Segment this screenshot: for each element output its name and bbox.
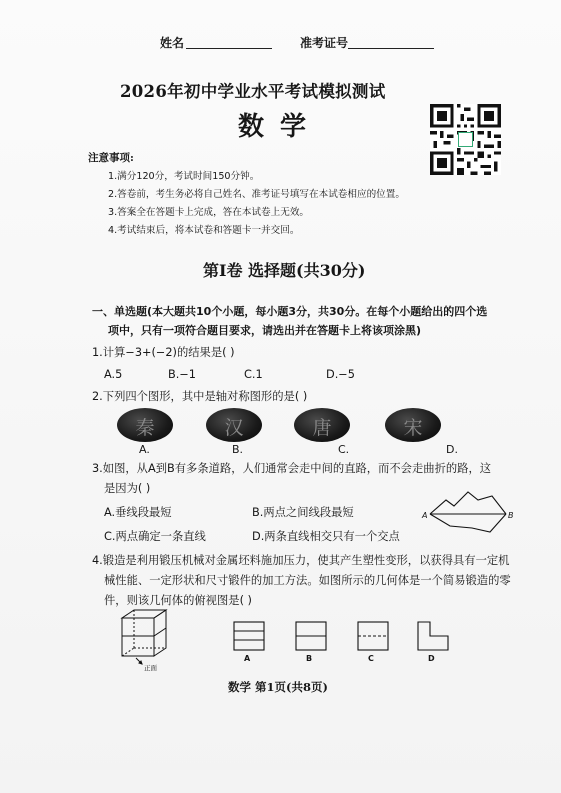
name-label: 姓名 (160, 36, 185, 50)
seal-character: 宋 (403, 417, 423, 439)
exam-id-blank (348, 48, 434, 49)
subject-title: 数学 (238, 112, 323, 142)
front-view-label: 正面 (144, 664, 157, 672)
notes-heading: 注意事项: (88, 152, 134, 164)
section-title: 第Ⅰ卷 选择题(共30分) (203, 261, 366, 280)
seal-qin (117, 408, 173, 442)
point-a-label: A (422, 511, 428, 520)
q1-option-b: B.−1 (168, 368, 196, 381)
q2-label-c: C. (338, 443, 350, 456)
q4-label-b: B (306, 654, 313, 663)
seal-han (206, 408, 262, 442)
q1-option-a: A.5 (104, 368, 123, 381)
question-4-line1: 4.锻造是利用锻压机械对金属坯料施加压力，使其产生塑性变形，以获得具有一定机 (92, 554, 510, 567)
seal-character: 汉 (224, 417, 244, 439)
note-item: 4.考试结束后，将本试卷和答题卡一并交回。 (108, 225, 300, 236)
q3-option-c: C.两点确定一条直线 (104, 530, 206, 543)
seal-character: 唐 (312, 417, 332, 439)
exam-title: 2026年初中学业水平考试模拟测试 (120, 82, 386, 101)
q4-label-d: D (428, 654, 435, 663)
q3-option-a: A.垂线段最短 (104, 506, 172, 519)
part-one-line2: 项中，只有一项符合题目要求，请选出并在答题卡上将该项涂黑) (108, 324, 422, 337)
q4-label-a: A (244, 654, 251, 663)
qr-code-icon (430, 104, 501, 175)
point-b-label: B (508, 511, 514, 520)
note-item: 1.满分120分，考试时间150分钟。 (108, 171, 260, 182)
name-blank (186, 48, 272, 49)
page-footer: 数学 第1页(共8页) (228, 680, 328, 694)
part-one-line1: 一、单选题(本大题共10个小题，每小题3分，共30分。在每个小题给出的四个选 (92, 305, 488, 318)
q4-label-c: C (368, 654, 374, 663)
roads-figure (420, 488, 520, 538)
q2-label-a: A. (139, 443, 150, 456)
q2-label-d: D. (446, 443, 458, 456)
q4-option-c-figure (356, 620, 392, 660)
forged-part-figure (114, 608, 184, 672)
note-item: 3.答案全在答题卡上完成，答在本试卷上无效。 (108, 207, 310, 218)
exam-id-label: 准考证号 (300, 36, 349, 50)
seal-character: 秦 (135, 417, 155, 439)
question-3-line1: 3.如图，从A到B有多条道路，人们通常会走中间的直路，而不会走曲折的路，这 (92, 462, 492, 475)
q2-label-b: B. (232, 443, 244, 456)
seal-song (385, 408, 441, 442)
question-3-line2: 是因为( ) (104, 482, 151, 495)
q1-option-c: C.1 (244, 368, 263, 381)
question-4-line3: 件，则该几何体的俯视图是( ) (104, 594, 252, 607)
question-2: 2.下列四个图形，其中是轴对称图形的是( ) (92, 390, 308, 403)
q3-option-d: D.两条直线相交只有一个交点 (252, 530, 400, 543)
q1-option-d: D.−5 (326, 368, 355, 381)
note-item: 2.答卷前，考生务必将自己姓名、准考证号填写在本试卷相应的位置。 (108, 189, 405, 200)
q3-option-b: B.两点之间线段最短 (252, 506, 354, 519)
question-1: 1.计算−3+(−2)的结果是( ) (92, 346, 235, 359)
seal-tang (294, 408, 350, 442)
question-4-line2: 械性能、一定形状和尺寸锻件的加工方法。如图所示的几何体是一个简易锻造的零 (104, 574, 511, 587)
